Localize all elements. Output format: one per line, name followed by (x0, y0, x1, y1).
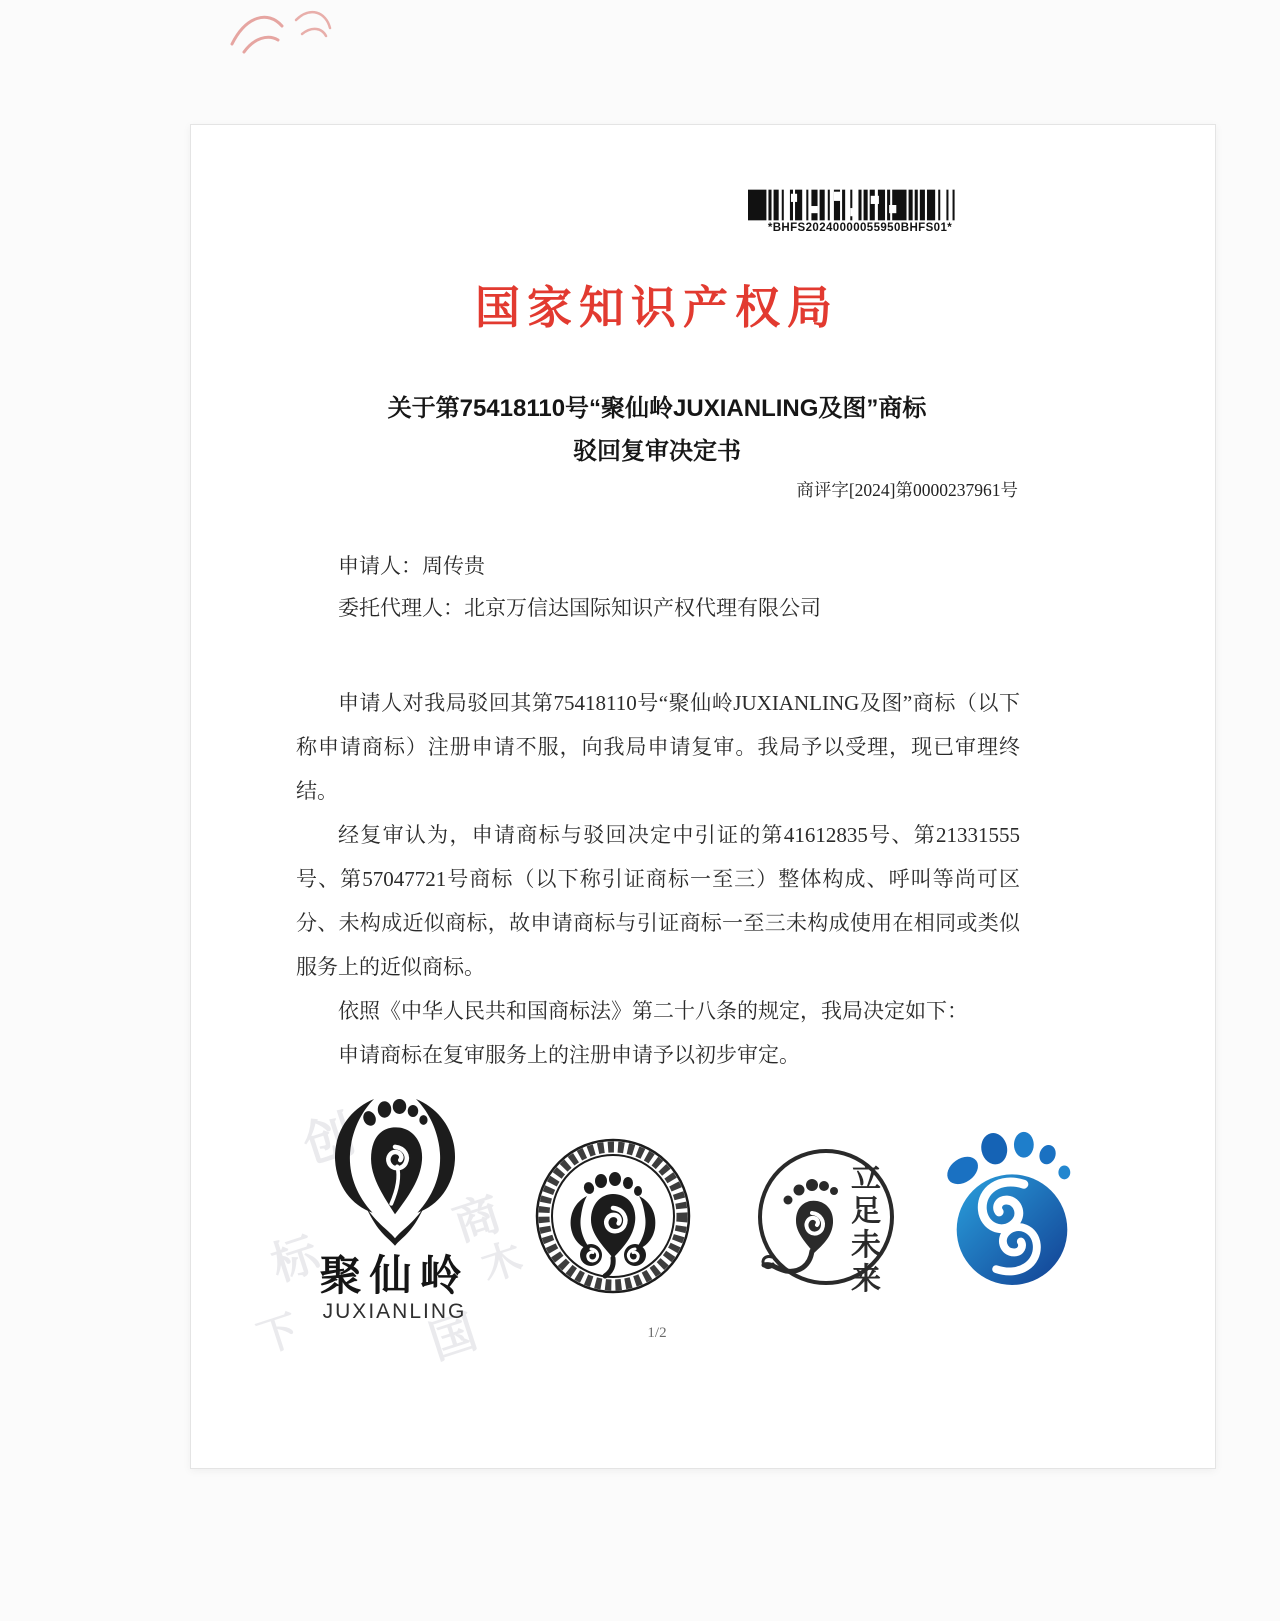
barcode-image (748, 189, 973, 221)
watermark-char: 商 (447, 1187, 507, 1251)
barcode (744, 189, 976, 234)
lizuweilai-char-1: 立 (851, 1161, 881, 1194)
applicant-line: 申请人：周传贵 (338, 554, 485, 578)
document-page (190, 124, 1216, 1469)
decision-body (296, 681, 1020, 1077)
trademark-juxianling-latin-label: JUXIANLING (322, 1300, 467, 1323)
body-paragraph-4: 申请商标在复审服务上的注册申请予以初步审定。 (338, 1043, 800, 1067)
watermark-char: 木 (475, 1234, 528, 1290)
juxianling-foot-wreath-icon (320, 1087, 470, 1248)
barcode-text: *BHFS20240000055950BHFS01* (767, 222, 953, 234)
watermark-char: 下 (251, 1306, 304, 1362)
doc-title-line2: 驳回复审决定书 (573, 438, 741, 465)
watermark-char: 创 (296, 1105, 362, 1175)
lizuweilai-foot-icon (754, 1139, 904, 1299)
doc-title-line1: 关于第75418110号“聚仙岭JUXIANLING及图”商标 (387, 395, 927, 422)
trademark-seal-foot (533, 1136, 693, 1301)
body-paragraph-3: 依照《中华人民共和国商标法》第二十八条的规定，我局决定如下： (338, 999, 968, 1023)
red-pen-artifact (224, 0, 344, 66)
trademark-lizuweilai (754, 1139, 904, 1304)
blue-foot-s-icon (933, 1120, 1091, 1290)
lizuweilai-char-2: 足 (851, 1195, 881, 1228)
lizuweilai-char-3: 未 (851, 1229, 881, 1262)
page-number: 1/2 (647, 1325, 667, 1341)
seal-foot-icon (533, 1136, 693, 1296)
watermark-char: 国 (423, 1305, 483, 1369)
body-paragraph-2: 经复审认为，申请商标与驳回决定中引证的第41612835号、第21331555号、第57047721号商标（以下称引证商标一至三）整体构成、呼叫等尚可区分、未构成近似商标，故申请商标与引证商标一至三未构成使用在相同或类似服务上的近似商标。 (296, 823, 1020, 979)
doc-number: 商评字[2024]第0000237961号 (796, 480, 1018, 500)
body-paragraph-1: 申请人对我局驳回其第75418110号“聚仙岭JUXIANLING及图”商标（以下称申请商标）注册申请不服，向我局申请复审。我局予以受理，现已审理终结。 (296, 691, 1020, 803)
agent-line: 委托代理人：北京万信达国际知识产权代理有限公司 (338, 596, 821, 620)
party-lines (338, 545, 821, 629)
agency-title: 国家知识产权局 (474, 283, 839, 333)
lizuweilai-char-4: 来 (851, 1263, 881, 1296)
doc-title (296, 387, 1018, 473)
watermark-char: 标 (265, 1227, 325, 1291)
trademark-blue-foot (933, 1120, 1091, 1295)
trademark-juxianling (287, 1087, 502, 1325)
trademark-juxianling-cn-label: 聚仙岭 (319, 1252, 470, 1299)
